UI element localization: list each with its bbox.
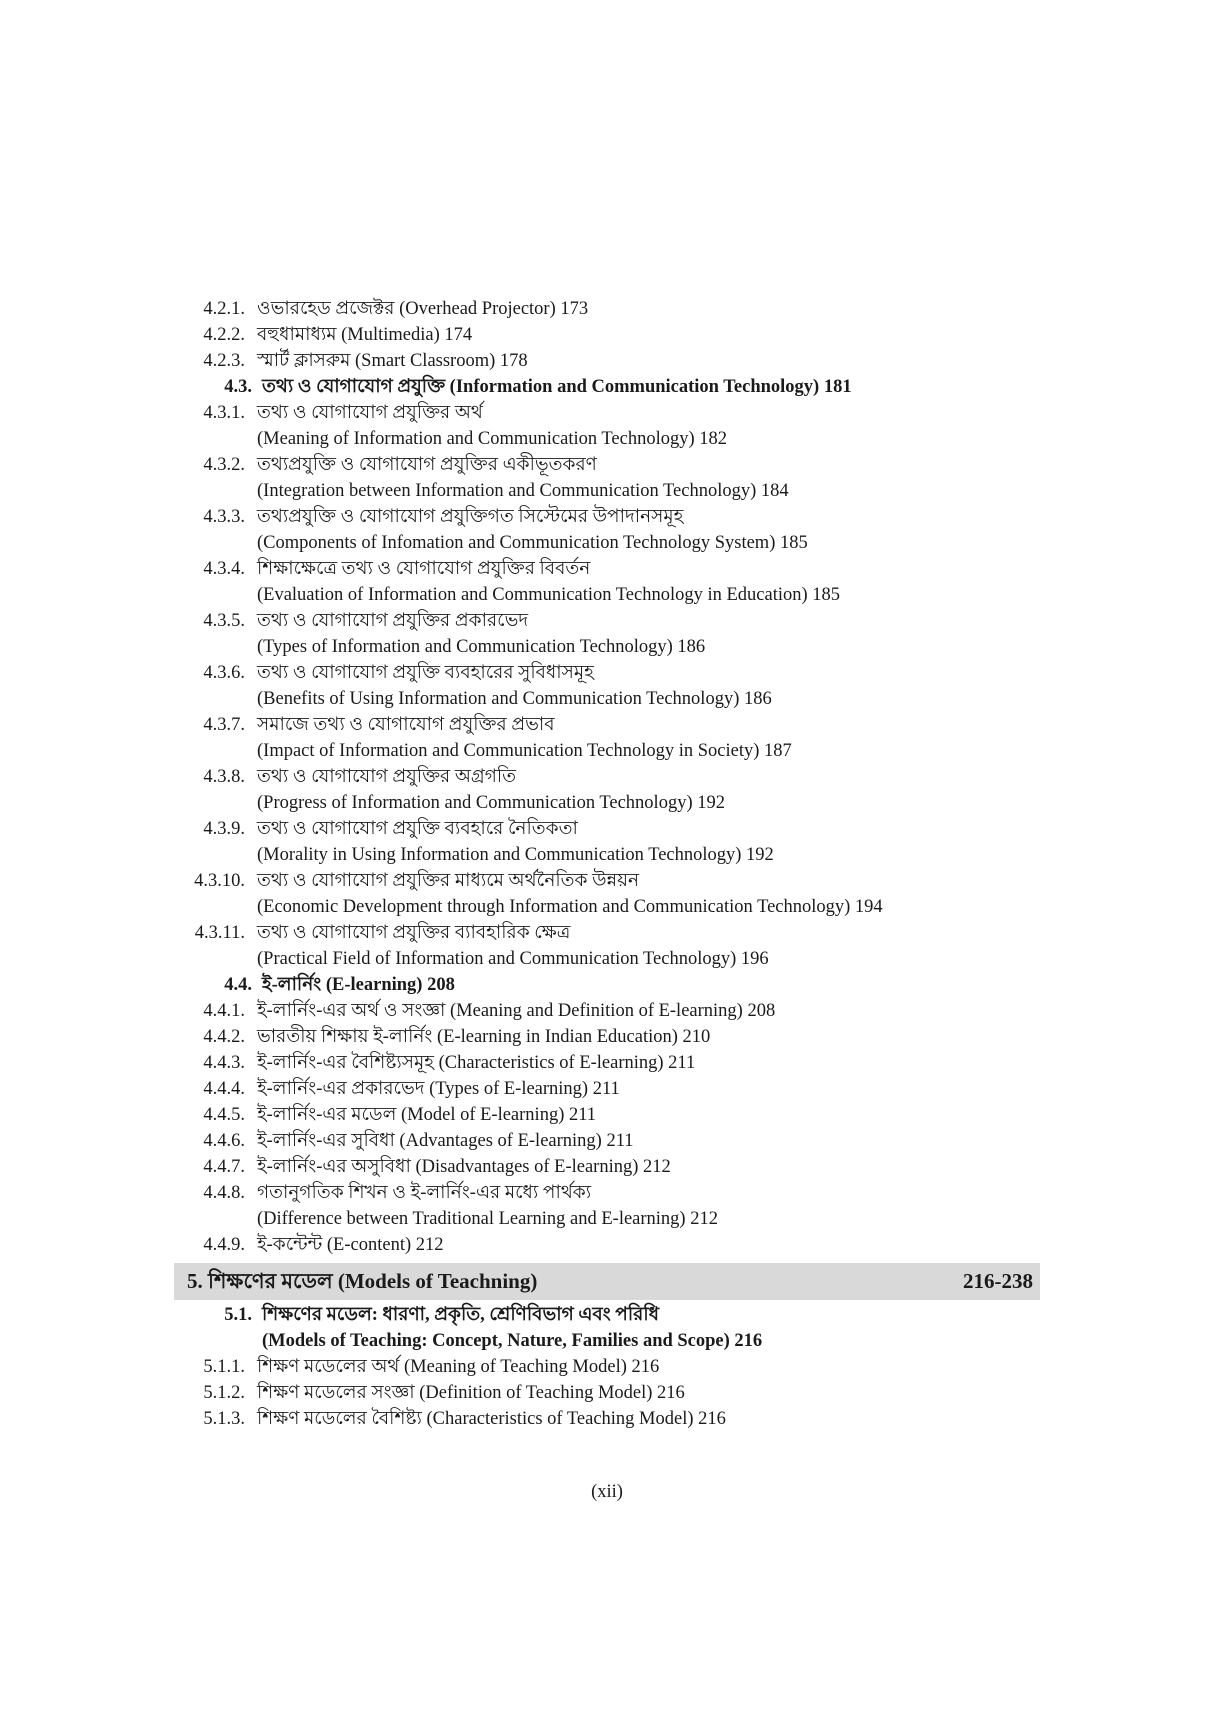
chapter-page-range: 216-238 xyxy=(963,1269,1033,1293)
toc-entry-number: 4.2.3. xyxy=(203,351,245,371)
toc-entry-number: 4.3.5. xyxy=(203,611,245,631)
toc-entry-title: তথ্য ও যোগাযোগ প্রযুক্তির অর্থ xyxy=(257,403,483,423)
toc-entry xyxy=(0,634,1214,660)
toc-entry-title: ই-লার্নিং-এর অর্থ ও সংজ্ঞা (Meaning and Definition of E-learning) 208 xyxy=(257,1001,776,1021)
toc-entry-number: 5.1.3. xyxy=(203,1409,245,1429)
toc-entry-number: 4.3.7. xyxy=(203,715,245,735)
toc-entry-title: ই-লার্নিং (E-learning) 208 xyxy=(262,975,455,995)
toc-entry-number: 4.4.7. xyxy=(203,1157,245,1177)
toc-entry-number: 4.4. xyxy=(224,975,252,995)
toc-entry-number: 4.4.5. xyxy=(203,1105,245,1125)
toc-entry-title: (Models of Teaching: Concept, Nature, Families and Scope) 216 xyxy=(262,1331,763,1351)
toc-entry xyxy=(0,998,1214,1024)
chapter-heading xyxy=(0,1263,1214,1300)
toc-entry-title: তথ্যপ্রযুক্তি ও যোগাযোগ প্রযুক্তির একীভূতকরণ xyxy=(257,455,597,475)
toc-entry-title: শিক্ষণ মডেলের সংজ্ঞা (Definition of Teaching Model) 216 xyxy=(257,1383,685,1403)
toc-entry-title: তথ্য ও যোগাযোগ প্রযুক্তির অগ্রগতি xyxy=(257,767,517,787)
toc-entry-number: 4.3.6. xyxy=(203,663,245,683)
toc-entry xyxy=(0,1050,1214,1076)
toc-entry-title: তথ্য ও যোগাযোগ প্রযুক্তির প্রকারভেদ xyxy=(257,611,529,631)
toc-entry xyxy=(0,556,1214,582)
toc-entry-title: (Components of Infomation and Communication Technology System) 185 xyxy=(257,533,808,553)
toc-entry xyxy=(0,1128,1214,1154)
toc-entry-number: 4.4.8. xyxy=(203,1183,245,1203)
toc-entry xyxy=(0,1232,1214,1258)
table-of-contents xyxy=(0,296,1214,1432)
toc-entry xyxy=(0,920,1214,946)
toc-entry-title: ই-লার্নিং-এর মডেল (Model of E-learning) 211 xyxy=(257,1105,597,1125)
toc-entry-title: শিক্ষণের মডেল: ধারণা, প্রকৃতি, শ্রেণিবিভাগ এবং পরিধি xyxy=(262,1305,659,1325)
toc-entry-number: 4.4.1. xyxy=(203,1001,245,1021)
toc-section-5-entries xyxy=(0,1302,1214,1432)
toc-entry-number: 5.1.1. xyxy=(203,1357,245,1377)
toc-entry-number: 4.3.3. xyxy=(203,507,245,527)
toc-entry-title: ওভারহেড প্রজেক্টর (Overhead Projector) 173 xyxy=(257,299,589,319)
toc-entry-number: 5.1.2. xyxy=(203,1383,245,1403)
toc-entry-title: ই-কন্টেন্ট (E-content) 212 xyxy=(257,1235,444,1255)
toc-entry xyxy=(0,738,1214,764)
toc-entry-number: 4.3. xyxy=(224,377,252,397)
toc-entry xyxy=(0,842,1214,868)
toc-entry xyxy=(0,322,1214,348)
toc-entry xyxy=(0,348,1214,374)
toc-entry xyxy=(0,1180,1214,1206)
toc-entry xyxy=(0,1154,1214,1180)
toc-entry-title: (Benefits of Using Information and Communication Technology) 186 xyxy=(257,689,772,709)
toc-entry xyxy=(0,1328,1214,1354)
toc-entry-title: (Progress of Information and Communication Technology) 192 xyxy=(257,793,725,813)
toc-entry-title: (Impact of Information and Communication Technology in Society) 187 xyxy=(257,741,792,761)
toc-entry-title: তথ্য ও যোগাযোগ প্রযুক্তি ব্যবহারে নৈতিকতা xyxy=(257,819,578,839)
toc-entry xyxy=(0,582,1214,608)
toc-entry-title: শিক্ষাক্ষেত্রে তথ্য ও যোগাযোগ প্রযুক্তির বিবর্তন xyxy=(257,559,591,579)
toc-entry-number: 4.3.1. xyxy=(203,403,245,423)
toc-entry-title: ই-লার্নিং-এর সুবিধা (Advantages of E-learning) 211 xyxy=(257,1131,634,1151)
toc-entry xyxy=(0,452,1214,478)
toc-entry xyxy=(0,608,1214,634)
toc-entry-number: 4.4.6. xyxy=(203,1131,245,1151)
toc-entry xyxy=(0,478,1214,504)
toc-entry-title: তথ্য ও যোগাযোগ প্রযুক্তির ব্যাবহারিক ক্ষেত্র xyxy=(257,923,571,943)
toc-entry xyxy=(0,946,1214,972)
toc-entry xyxy=(0,686,1214,712)
toc-entry-title: ভারতীয় শিক্ষায় ই-লার্নিং (E-learning in Indian Education) 210 xyxy=(257,1027,711,1047)
toc-entry-title: (Economic Development through Information and Communication Technology) 194 xyxy=(257,897,883,917)
toc-entry-title: তথ্য ও যোগাযোগ প্রযুক্তি ব্যবহারের সুবিধাসমূহ xyxy=(257,663,594,683)
toc-entry-title: তথ্য ও যোগাযোগ প্রযুক্তি (Information and Communication Technology) 181 xyxy=(262,377,852,397)
toc-entry-number: 4.2.2. xyxy=(203,325,245,345)
toc-entry xyxy=(0,972,1214,998)
toc-entry-title: (Evaluation of Information and Communication Technology in Education) 185 xyxy=(257,585,841,605)
toc-entry-number: 4.3.11. xyxy=(194,923,245,943)
toc-entry xyxy=(0,426,1214,452)
chapter-title: 5. শিক্ষণের মডেল (Models of Teachning) xyxy=(187,1269,538,1293)
toc-entry-number: 4.3.2. xyxy=(203,455,245,475)
toc-entry-title: বহুধামাধ্যম (Multimedia) 174 xyxy=(257,325,473,345)
toc-entry xyxy=(0,1076,1214,1102)
toc-entry-title: শিক্ষণ মডেলের অর্থ (Meaning of Teaching Model) 216 xyxy=(257,1357,660,1377)
toc-entry-title: ই-লার্নিং-এর বৈশিষ্ট্যসমূহ (Characteristics of E-learning) 211 xyxy=(257,1053,696,1073)
toc-entry-number: 4.4.9. xyxy=(203,1235,245,1255)
toc-entry-title: (Types of Information and Communication Technology) 186 xyxy=(257,637,706,657)
toc-entry-number: 4.3.4. xyxy=(203,559,245,579)
toc-entry xyxy=(0,1206,1214,1232)
toc-entry-number: 4.4.2. xyxy=(203,1027,245,1047)
toc-entry xyxy=(0,504,1214,530)
toc-entry-number: 4.2.1. xyxy=(203,299,245,319)
toc-entry-number: 4.3.8. xyxy=(203,767,245,787)
toc-entry xyxy=(0,790,1214,816)
toc-entry-title: (Difference between Traditional Learning and E-learning) 212 xyxy=(257,1209,718,1229)
toc-entry-title: (Morality in Using Information and Communication Technology) 192 xyxy=(257,845,774,865)
toc-entry-title: (Integration between Information and Communication Technology) 184 xyxy=(257,481,789,501)
toc-entry xyxy=(0,374,1214,400)
toc-entry xyxy=(0,1302,1214,1328)
toc-entry xyxy=(0,1406,1214,1432)
toc-entry xyxy=(0,712,1214,738)
toc-section-4-entries xyxy=(0,296,1214,1258)
toc-entry xyxy=(0,868,1214,894)
toc-entry xyxy=(0,1102,1214,1128)
toc-entry-number: 4.4.3. xyxy=(203,1053,245,1073)
toc-entry-title: ই-লার্নিং-এর অসুবিধা (Disadvantages of E-learning) 212 xyxy=(257,1157,671,1177)
toc-entry-title: শিক্ষণ মডেলের বৈশিষ্ট্য (Characteristics of Teaching Model) 216 xyxy=(257,1409,726,1429)
toc-entry xyxy=(0,296,1214,322)
toc-entry xyxy=(0,1354,1214,1380)
toc-entry-number: 5.1. xyxy=(224,1305,252,1325)
toc-entry-title: তথ্যপ্রযুক্তি ও যোগাযোগ প্রযুক্তিগত সিস্টেমের উপাদানসমূহ xyxy=(257,507,684,527)
toc-entry-number: 4.4.4. xyxy=(203,1079,245,1099)
toc-entry-title: গতানুগতিক শিখন ও ই-লার্নিং-এর মধ্যে পার্থক্য xyxy=(257,1183,592,1203)
toc-entry-number: 4.3.9. xyxy=(203,819,245,839)
toc-entry xyxy=(0,1380,1214,1406)
toc-entry xyxy=(0,530,1214,556)
toc-entry-title: তথ্য ও যোগাযোগ প্রযুক্তির মাধ্যমে অর্থনৈতিক উন্নয়ন xyxy=(257,871,640,891)
toc-entry xyxy=(0,400,1214,426)
toc-entry-title: সমাজে তথ্য ও যোগাযোগ প্রযুক্তির প্রভাব xyxy=(257,715,555,735)
toc-entry-title: (Practical Field of Information and Communication Technology) 196 xyxy=(257,949,769,969)
toc-entry-title: স্মার্ট ক্লাসরুম (Smart Classroom) 178 xyxy=(257,351,528,371)
toc-entry xyxy=(0,660,1214,686)
toc-entry-title: (Meaning of Information and Communication Technology) 182 xyxy=(257,429,728,449)
toc-entry xyxy=(0,764,1214,790)
toc-entry-title: ই-লার্নিং-এর প্রকারভেদ (Types of E-learning) 211 xyxy=(257,1079,620,1099)
toc-entry-number: 4.3.10. xyxy=(194,871,245,891)
toc-entry xyxy=(0,894,1214,920)
page-number: (xii) xyxy=(591,1482,623,1502)
toc-entry xyxy=(0,816,1214,842)
toc-entry xyxy=(0,1024,1214,1050)
